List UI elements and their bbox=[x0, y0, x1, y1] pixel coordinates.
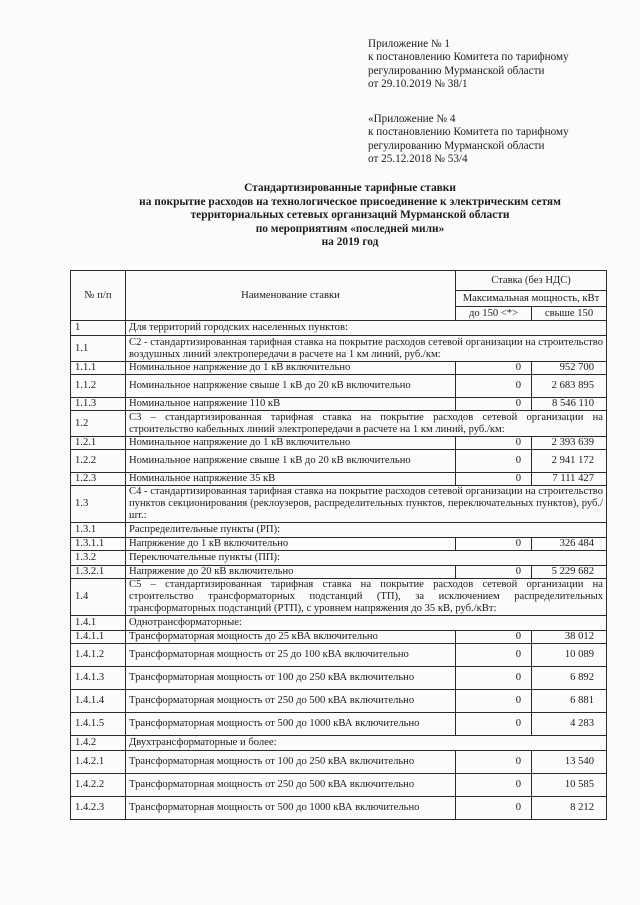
row-number: 1.3 bbox=[71, 486, 126, 523]
rate-over-150: 38 012 bbox=[532, 631, 607, 644]
header-over-150: свыше 150 bbox=[532, 307, 607, 321]
rate-up-to-150: 0 bbox=[456, 667, 532, 690]
rate-over-150: 13 540 bbox=[532, 751, 607, 774]
row-number: 1 bbox=[71, 321, 126, 336]
appendix-header-2 bbox=[368, 113, 569, 167]
row-name: С5 – стандартизированная тарифная ставка на покрытие расходов сетевой организации на строительство трансформаторных подстанций (ТП), за исключением распределительных трансформаторных подстанций (РТП), с уровнем напряжения до 35 кВ, руб./кВт: bbox=[126, 579, 607, 616]
rate-up-to-150: 0 bbox=[456, 566, 532, 579]
table-row bbox=[71, 411, 607, 437]
tariff-table bbox=[70, 270, 607, 820]
table-row bbox=[71, 797, 607, 820]
title-line: на 2019 год bbox=[321, 236, 379, 249]
row-name: Распределительные пункты (РП): bbox=[126, 523, 607, 538]
rate-over-150: 2 683 895 bbox=[532, 375, 607, 398]
rate-over-150: 6 881 bbox=[532, 690, 607, 713]
row-name: Номинальное напряжение свыше 1 кВ до 20 кВ включительно bbox=[126, 375, 456, 398]
header-line: к постановлению Комитета по тарифному bbox=[368, 51, 569, 64]
table-row bbox=[71, 523, 607, 538]
row-number: 1.3.1 bbox=[71, 523, 126, 538]
rate-over-150: 2 393 639 bbox=[532, 437, 607, 450]
row-name: Трансформаторная мощность от 25 до 100 кВА включительно bbox=[126, 644, 456, 667]
header-name: Наименование ставки bbox=[126, 271, 456, 321]
rate-up-to-150: 0 bbox=[456, 774, 532, 797]
row-number: 1.2.2 bbox=[71, 450, 126, 473]
document-title bbox=[60, 182, 640, 250]
rate-up-to-150: 0 bbox=[456, 538, 532, 551]
rate-up-to-150: 0 bbox=[456, 631, 532, 644]
appendix-header-1 bbox=[368, 38, 569, 92]
rate-up-to-150: 0 bbox=[456, 398, 532, 411]
rate-over-150: 10 585 bbox=[532, 774, 607, 797]
row-name: Однотрансформаторные: bbox=[126, 616, 607, 631]
title-line: на покрытие расходов на технологическое присоединение к электрическим сетям bbox=[139, 195, 561, 208]
table-row bbox=[71, 690, 607, 713]
row-number: 1.2.1 bbox=[71, 437, 126, 450]
row-name: Номинальное напряжение свыше 1 кВ до 20 кВ включительно bbox=[126, 450, 456, 473]
row-number: 1.4.2.3 bbox=[71, 797, 126, 820]
header-line: от 25.12.2018 № 53/4 bbox=[368, 153, 468, 166]
header-line: «Приложение № 4 bbox=[368, 113, 456, 125]
row-number: 1.4.2 bbox=[71, 736, 126, 751]
header-rate: Ставка (без НДС) bbox=[456, 271, 607, 291]
row-name: Трансформаторная мощность от 100 до 250 кВА включительно bbox=[126, 667, 456, 690]
table-row bbox=[71, 375, 607, 398]
rate-up-to-150: 0 bbox=[456, 437, 532, 450]
row-number: 1.1 bbox=[71, 336, 126, 362]
row-number: 1.2 bbox=[71, 411, 126, 437]
row-number: 1.2.3 bbox=[71, 473, 126, 486]
table-row bbox=[71, 398, 607, 411]
header-upto-150: до 150 <*> bbox=[456, 307, 532, 321]
row-number: 1.1.2 bbox=[71, 375, 126, 398]
table-row bbox=[71, 486, 607, 523]
table-row bbox=[71, 566, 607, 579]
row-name: Трансформаторная мощность от 500 до 1000 кВА включительно bbox=[126, 797, 456, 820]
table-row bbox=[71, 473, 607, 486]
rate-up-to-150: 0 bbox=[456, 690, 532, 713]
row-number: 1.1.1 bbox=[71, 362, 126, 375]
row-number: 1.4.1 bbox=[71, 616, 126, 631]
row-number: 1.4.1.1 bbox=[71, 631, 126, 644]
rate-over-150: 952 700 bbox=[532, 362, 607, 375]
row-number: 1.4.1.2 bbox=[71, 644, 126, 667]
rate-over-150: 7 111 427 bbox=[532, 473, 607, 486]
header-line: от 29.10.2019 № 38/1 bbox=[368, 78, 468, 91]
rate-up-to-150: 0 bbox=[456, 362, 532, 375]
rate-over-150: 10 089 bbox=[532, 644, 607, 667]
header-power: Максимальная мощность, кВт bbox=[456, 291, 607, 307]
tariff-table-container bbox=[70, 270, 606, 820]
rate-up-to-150: 0 bbox=[456, 797, 532, 820]
row-number: 1.4.1.4 bbox=[71, 690, 126, 713]
title-line: по мероприятиям «последней мили» bbox=[255, 222, 445, 235]
title-line: Стандартизированные тарифные ставки bbox=[244, 182, 456, 194]
row-number: 1.4 bbox=[71, 579, 126, 616]
table-row bbox=[71, 437, 607, 450]
rate-up-to-150: 0 bbox=[456, 450, 532, 473]
rate-over-150: 6 892 bbox=[532, 667, 607, 690]
row-number: 1.1.3 bbox=[71, 398, 126, 411]
table-row bbox=[71, 336, 607, 362]
row-name: Напряжение до 1 кВ включительно bbox=[126, 538, 456, 551]
rate-up-to-150: 0 bbox=[456, 751, 532, 774]
row-name: Номинальное напряжение до 1 кВ включительно bbox=[126, 437, 456, 450]
table-row bbox=[71, 579, 607, 616]
rate-up-to-150: 0 bbox=[456, 473, 532, 486]
row-number: 1.3.2 bbox=[71, 551, 126, 566]
table-row bbox=[71, 321, 607, 336]
rate-over-150: 5 229 682 bbox=[532, 566, 607, 579]
header-line: регулированию Мурманской области bbox=[368, 139, 545, 152]
header-line: к постановлению Комитета по тарифному bbox=[368, 126, 569, 139]
row-name: С2 - стандартизированная тарифная ставка на покрытие расходов сетевой организации на строительство воздушных линий электропередачи в расчете на 1 км линий, руб./км: bbox=[126, 336, 607, 362]
table-row bbox=[71, 644, 607, 667]
row-number: 1.4.2.1 bbox=[71, 751, 126, 774]
rate-up-to-150: 0 bbox=[456, 644, 532, 667]
row-number: 1.4.2.2 bbox=[71, 774, 126, 797]
row-name: Трансформаторная мощность от 100 до 250 кВА включительно bbox=[126, 751, 456, 774]
header-number: № п/п bbox=[71, 271, 126, 321]
table-row bbox=[71, 774, 607, 797]
row-number: 1.3.2.1 bbox=[71, 566, 126, 579]
row-number: 1.3.1.1 bbox=[71, 538, 126, 551]
row-name: Номинальное напряжение до 1 кВ включительно bbox=[126, 362, 456, 375]
rate-over-150: 4 283 bbox=[532, 713, 607, 736]
row-number: 1.4.1.3 bbox=[71, 667, 126, 690]
rate-up-to-150: 0 bbox=[456, 375, 532, 398]
row-name: Переключательные пункты (ПП): bbox=[126, 551, 607, 566]
table-row bbox=[71, 736, 607, 751]
rate-over-150: 326 484 bbox=[532, 538, 607, 551]
table-row bbox=[71, 450, 607, 473]
row-name: Номинальное напряжение 110 кВ bbox=[126, 398, 456, 411]
rate-over-150: 2 941 172 bbox=[532, 450, 607, 473]
row-name: Трансформаторная мощность от 250 до 500 кВА включительно bbox=[126, 774, 456, 797]
row-name: С3 – стандартизированная тарифная ставка на покрытие расходов сетевой организации на строительство кабельных линий электропередачи в расчете на 1 км линий, руб./км: bbox=[126, 411, 607, 437]
row-name: Трансформаторная мощность от 500 до 1000 кВА включительно bbox=[126, 713, 456, 736]
row-number: 1.4.1.5 bbox=[71, 713, 126, 736]
header-line: регулированию Мурманской области bbox=[368, 64, 545, 77]
table-row bbox=[71, 667, 607, 690]
table-row bbox=[71, 713, 607, 736]
row-name: Для территорий городских населенных пунктов: bbox=[126, 321, 607, 336]
rate-over-150: 8 212 bbox=[532, 797, 607, 820]
row-name: Трансформаторная мощность до 25 кВА включительно bbox=[126, 631, 456, 644]
row-name: Напряжение до 20 кВ включительно bbox=[126, 566, 456, 579]
rate-over-150: 8 546 110 bbox=[532, 398, 607, 411]
row-name: Номинальное напряжение 35 кВ bbox=[126, 473, 456, 486]
table-row bbox=[71, 616, 607, 631]
table-row bbox=[71, 551, 607, 566]
table-row bbox=[71, 751, 607, 774]
table-row bbox=[71, 538, 607, 551]
table-row bbox=[71, 631, 607, 644]
row-name: С4 - стандартизированная тарифная ставка на покрытие расходов сетевой организации на строительство пунктов секционирования (реклоузеров, распределительных пунктов, переключательных пунктов), руб./шт.: bbox=[126, 486, 607, 523]
header-line: Приложение № 1 bbox=[368, 38, 450, 50]
row-name: Трансформаторная мощность от 250 до 500 кВА включительно bbox=[126, 690, 456, 713]
table-row bbox=[71, 362, 607, 375]
title-line: территориальных сетевых организаций Мурманской области bbox=[190, 209, 510, 222]
row-name: Двухтрансформаторные и более: bbox=[126, 736, 607, 751]
rate-up-to-150: 0 bbox=[456, 713, 532, 736]
